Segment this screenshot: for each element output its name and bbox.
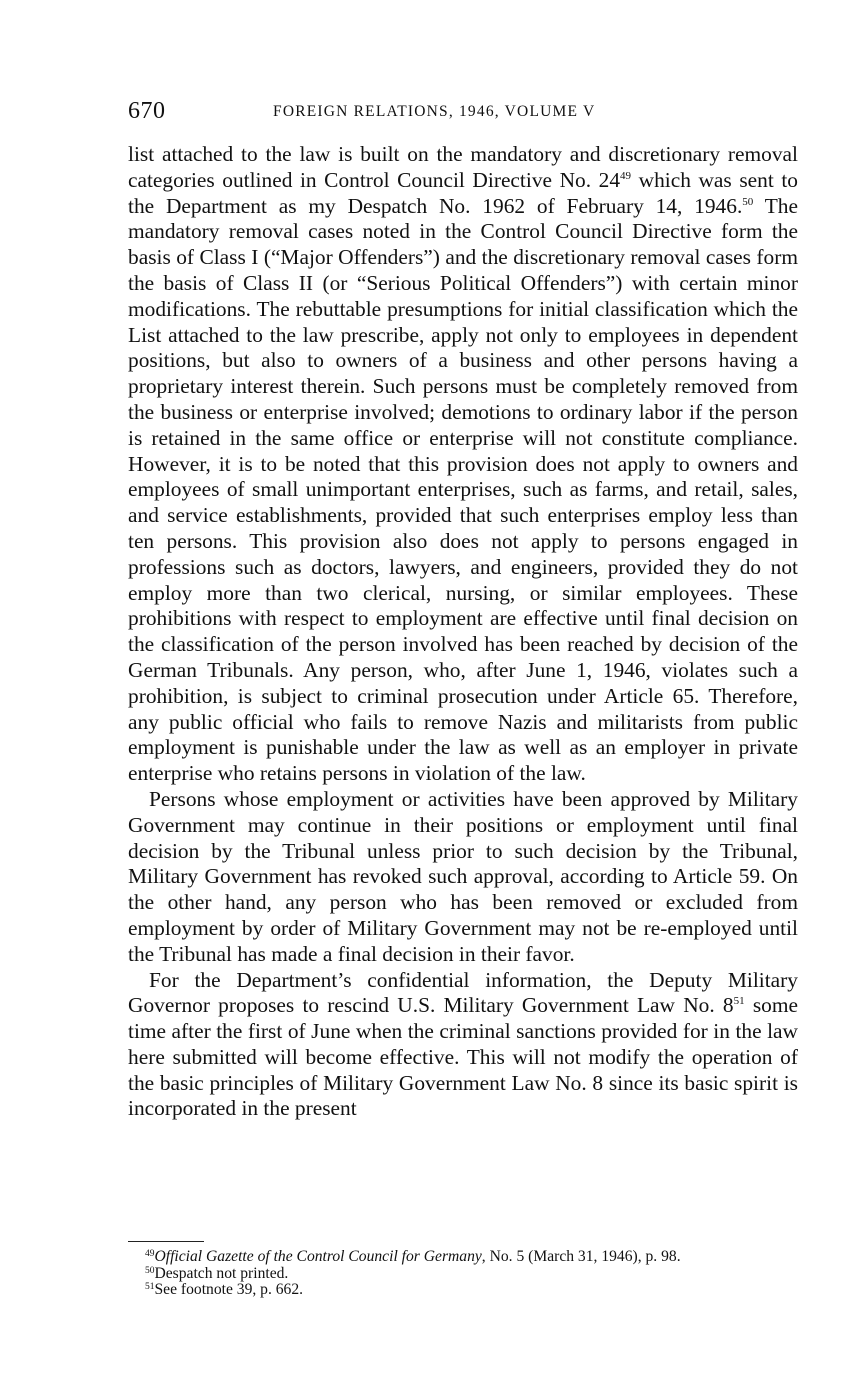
footnote-49-text: , No. 5 (March 31, 1946), p. 98. <box>481 1248 681 1265</box>
footnotes <box>128 1249 798 1299</box>
footnote-49 <box>128 1249 798 1266</box>
page-number: 670 <box>128 98 166 124</box>
paragraph-2: Persons whose employment or activities have been approved by Military Government may continue in their positions or employment until final decision by the Tribunal unless prior to such decision by the Tribunal, Military Government has revoked such approval, according to Article 59. On the other hand, any person who has been removed or excluded from employment by order of Military Government may not be re-employed until the Tribunal has made a final decision in their favor. <box>128 786 798 966</box>
footnote-51-text: See footnote 39, p. 662. <box>154 1281 304 1299</box>
paragraph-3-part-1: For the Department’s confidential information, the Deputy Military Governor proposes to rescind U.S. Military Government Law No. 8 <box>128 967 798 1018</box>
footnote-ref-50: 50 <box>742 195 754 208</box>
footnote-ref-49: 49 <box>620 169 632 182</box>
footnote-ref-51: 51 <box>733 995 745 1008</box>
paragraph-1-part-3: The mandatory removal cases noted in the Control Council Directive form the basis of Class I (“Major Offenders”) and the discretionary removal cases form the basis of Class II (or “Serious Political Offenders”) with certain minor modifications. The rebuttable presumptions for initial classification which the List attached to the law prescribe, apply not only to employees in dependent positions, but also to owners of a business and other persons having a proprietary interest therein. Such persons must be completely removed from the business or enterprise involved; demotions to ordinary labor if the person is retained in the same office or enterprise will not constitute compliance. However, it is to be noted that this provision does not apply to owners and employees of small unimportant enterprises, such as farms, and retail, sales, and service establishments, provided that such enterprises employ less than ten persons. This provision also does not apply to persons engaged in professions such as doctors, lawyers, and engineers, provided they do not employ more than two clerical, nursing, or similar employees. These prohibitions with respect to employment are effective until final decision on the classification of the person involved has been reached by decision of the German Tribunals. Any person, who, after June 1, 1946, violates such a prohibition, is subject to criminal prosecution under Article 65. Therefore, any public official who fails to remove Nazis and militarists from public employment is punishable under the law as well as an employer in private enterprise who retains persons in violation of the law. <box>128 193 798 786</box>
paragraph-1 <box>128 142 798 787</box>
running-head: FOREIGN RELATIONS, 1946, VOLUME V <box>273 103 596 120</box>
paragraph-1-part-1: list attached to the law is built on the mandatory and discretionary removal categories outlined in Control Council Directive No. 24 <box>128 142 798 192</box>
footnote-51 <box>128 1282 798 1299</box>
footnote-49-title: Official Gazette of the Control Council for Germany <box>154 1248 482 1265</box>
paragraph-3-part-2: some time after the first of June when the criminal sanctions provided for in the law here submitted will become effective. This will not modify the operation of the basic principles of Military Government Law No. 8 since its basic spirit is incorporated in the present <box>128 993 798 1121</box>
footnote-50 <box>128 1266 798 1283</box>
paragraph-1-part-2: which was sent to the Department as my Despatch No. 1962 of February 14, 1946. <box>128 167 798 218</box>
footnote-50-mark: 50 <box>145 1265 155 1276</box>
body-text <box>128 142 798 1122</box>
page-header <box>128 98 798 128</box>
footnote-49-mark: 49 <box>145 1249 155 1259</box>
footnote-51-mark: 51 <box>145 1282 155 1293</box>
footnote-50-text: Despatch not printed. <box>154 1264 289 1282</box>
footnote-divider <box>128 1241 204 1242</box>
paragraph-3 <box>128 968 798 1123</box>
